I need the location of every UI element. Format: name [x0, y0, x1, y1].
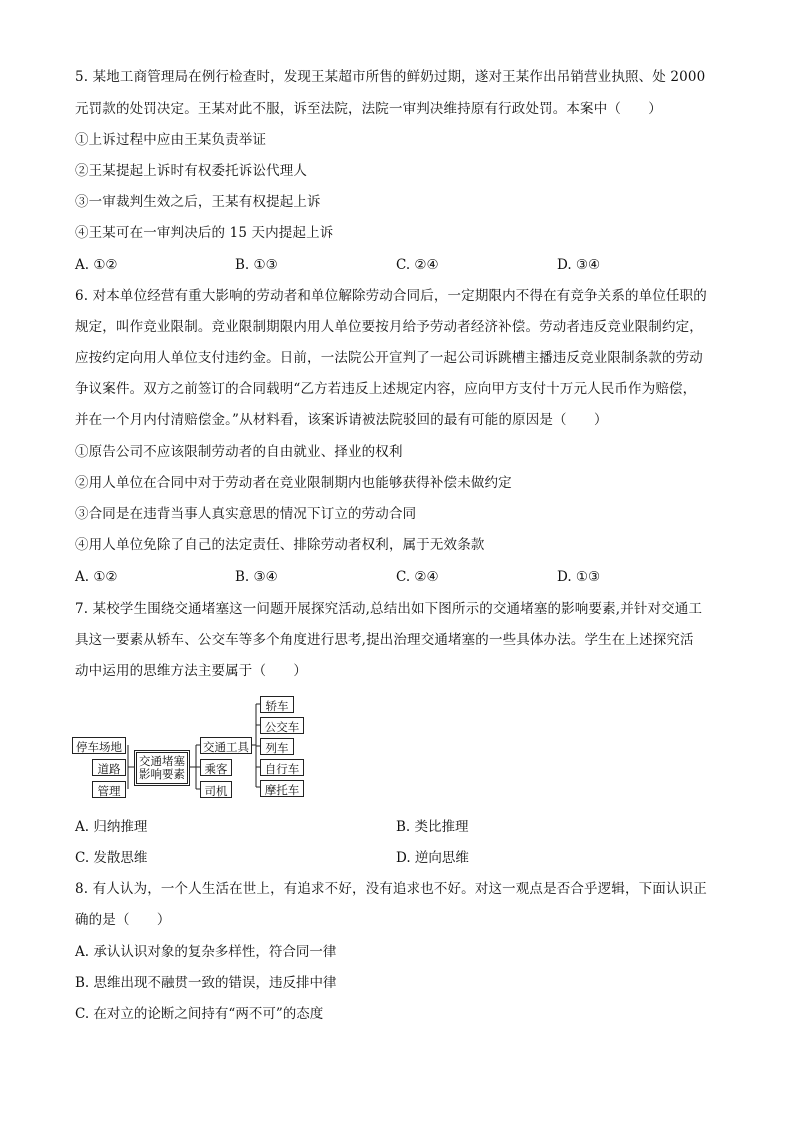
q6-item-1: ①原告公司不应该限制劳动者的自由就业、择业的权利	[75, 444, 403, 460]
traffic-factors-diagram	[70, 690, 310, 805]
q6-option-a[interactable]: A. ①②	[75, 569, 118, 585]
q6-stem-line-1: 6. 对本单位经营有重大影响的劳动者和单位解除劳动合同后，一定期限内不得在有竞争关系的单位任职的	[75, 288, 707, 304]
box-bus: 公交车	[260, 717, 304, 734]
box-bicycle: 自行车	[260, 759, 304, 776]
box-motorcycle: 摩托车	[260, 780, 304, 797]
q5-item-4: ④王某可在一审判决后的 15 天内提起上诉	[75, 225, 334, 241]
center-line-2: 影响要素	[139, 767, 185, 781]
box-management: 管理	[92, 781, 126, 798]
q5-option-b[interactable]: B. ①③	[235, 257, 278, 273]
box-car: 轿车	[260, 696, 294, 713]
q7-stem-line-1: 7. 某校学生围绕交通堵塞这一问题开展探究活动,总结出如下图所示的交通堵塞的影响要素,并针对交通工	[75, 601, 703, 617]
q6-option-d[interactable]: D. ①③	[557, 569, 601, 585]
q6-item-2: ②用人单位在合同中对于劳动者在竞业限制期内也能够获得补偿未做约定	[75, 475, 512, 491]
q5-option-a[interactable]: A. ①②	[75, 257, 118, 273]
q8-stem-line-2: 确的是（ ）	[75, 912, 171, 928]
q5-item-1: ①上诉过程中应由王某负责举证	[75, 132, 267, 148]
q6-item-4: ④用人单位免除了自己的法定责任、排除劳动者权利，属于无效条款	[75, 537, 485, 553]
q5-option-d[interactable]: D. ③④	[557, 257, 601, 273]
q6-stem-line-2: 规定，叫作竞业限制。竞业限制期限内用人单位要按月给予劳动者经济补偿。劳动者违反竞业限制约定，	[75, 319, 703, 335]
q6-option-b[interactable]: B. ③④	[235, 569, 278, 585]
q5-stem-line-1: 5. 某地工商管理局在例行检查时，发现王某超市所售的鲜奶过期，遂对王某作出吊销营业执照、处 2000	[75, 69, 706, 85]
box-center-factors	[136, 752, 188, 784]
q8-option-c[interactable]: C. 在对立的论断之间持有“两不可”的态度	[75, 1006, 324, 1022]
box-passengers: 乘客	[200, 759, 232, 776]
q7-stem-line-3: 动中运用的思维方法主要属于（ ）	[75, 663, 308, 679]
center-line-1: 交通堵塞	[139, 754, 185, 768]
q7-option-d[interactable]: D. 逆向思维	[396, 850, 469, 866]
q5-stem-line-2: 元罚款的处罚决定。王某对此不服，诉至法院，法院一审判决维持原有行政处罚。本案中（ ）	[75, 101, 662, 117]
q7-option-a[interactable]: A. 归纳推理	[75, 819, 148, 835]
q5-item-2: ②王某提起上诉时有权委托诉讼代理人	[75, 163, 308, 179]
q5-item-3: ③一审裁判生效之后，王某有权提起上诉	[75, 194, 321, 210]
q8-stem-line-1: 8. 有人认为，一个人生活在世上，有追求不好，没有追求也不好。对这一观点是否合乎逻辑，下面认识正	[75, 881, 707, 897]
q5-option-c[interactable]: C. ②④	[396, 257, 439, 273]
q6-stem-line-4: 争议案件。双方之前签订的合同载明“乙方若违反上述规定内容，应向甲方支付十万元人民币作为赔偿，	[75, 381, 697, 397]
box-train: 列车	[260, 738, 294, 755]
q7-option-c[interactable]: C. 发散思维	[75, 850, 148, 866]
q6-option-c[interactable]: C. ②④	[396, 569, 439, 585]
box-road: 道路	[92, 759, 126, 776]
q7-option-b[interactable]: B. 类比推理	[396, 819, 469, 835]
q6-stem-line-3: 应按约定向用人单位支付违约金。日前，一法院公开宣判了一起公司诉跳槽主播违反竞业限制条款的劳动	[75, 350, 703, 366]
q8-option-a[interactable]: A. 承认认识对象的复杂多样性，符合同一律	[75, 944, 337, 960]
q6-item-3: ③合同是在违背当事人真实意思的情况下订立的劳动合同	[75, 506, 417, 522]
q6-stem-line-5: 并在一个月内付清赔偿金。”从材料看，该案诉请被法院驳回的最有可能的原因是（ ）	[75, 412, 608, 428]
q7-stem-line-2: 具这一要素从轿车、公交车等多个角度进行思考,提出治理交通堵塞的一些具体办法。学生在上述探究活	[75, 632, 694, 648]
box-vehicles: 交通工具	[200, 737, 252, 754]
q8-option-b[interactable]: B. 思维出现不融贯一致的错误，违反排中律	[75, 975, 337, 991]
box-parking: 停车场地	[72, 737, 126, 754]
box-drivers: 司机	[200, 781, 232, 798]
